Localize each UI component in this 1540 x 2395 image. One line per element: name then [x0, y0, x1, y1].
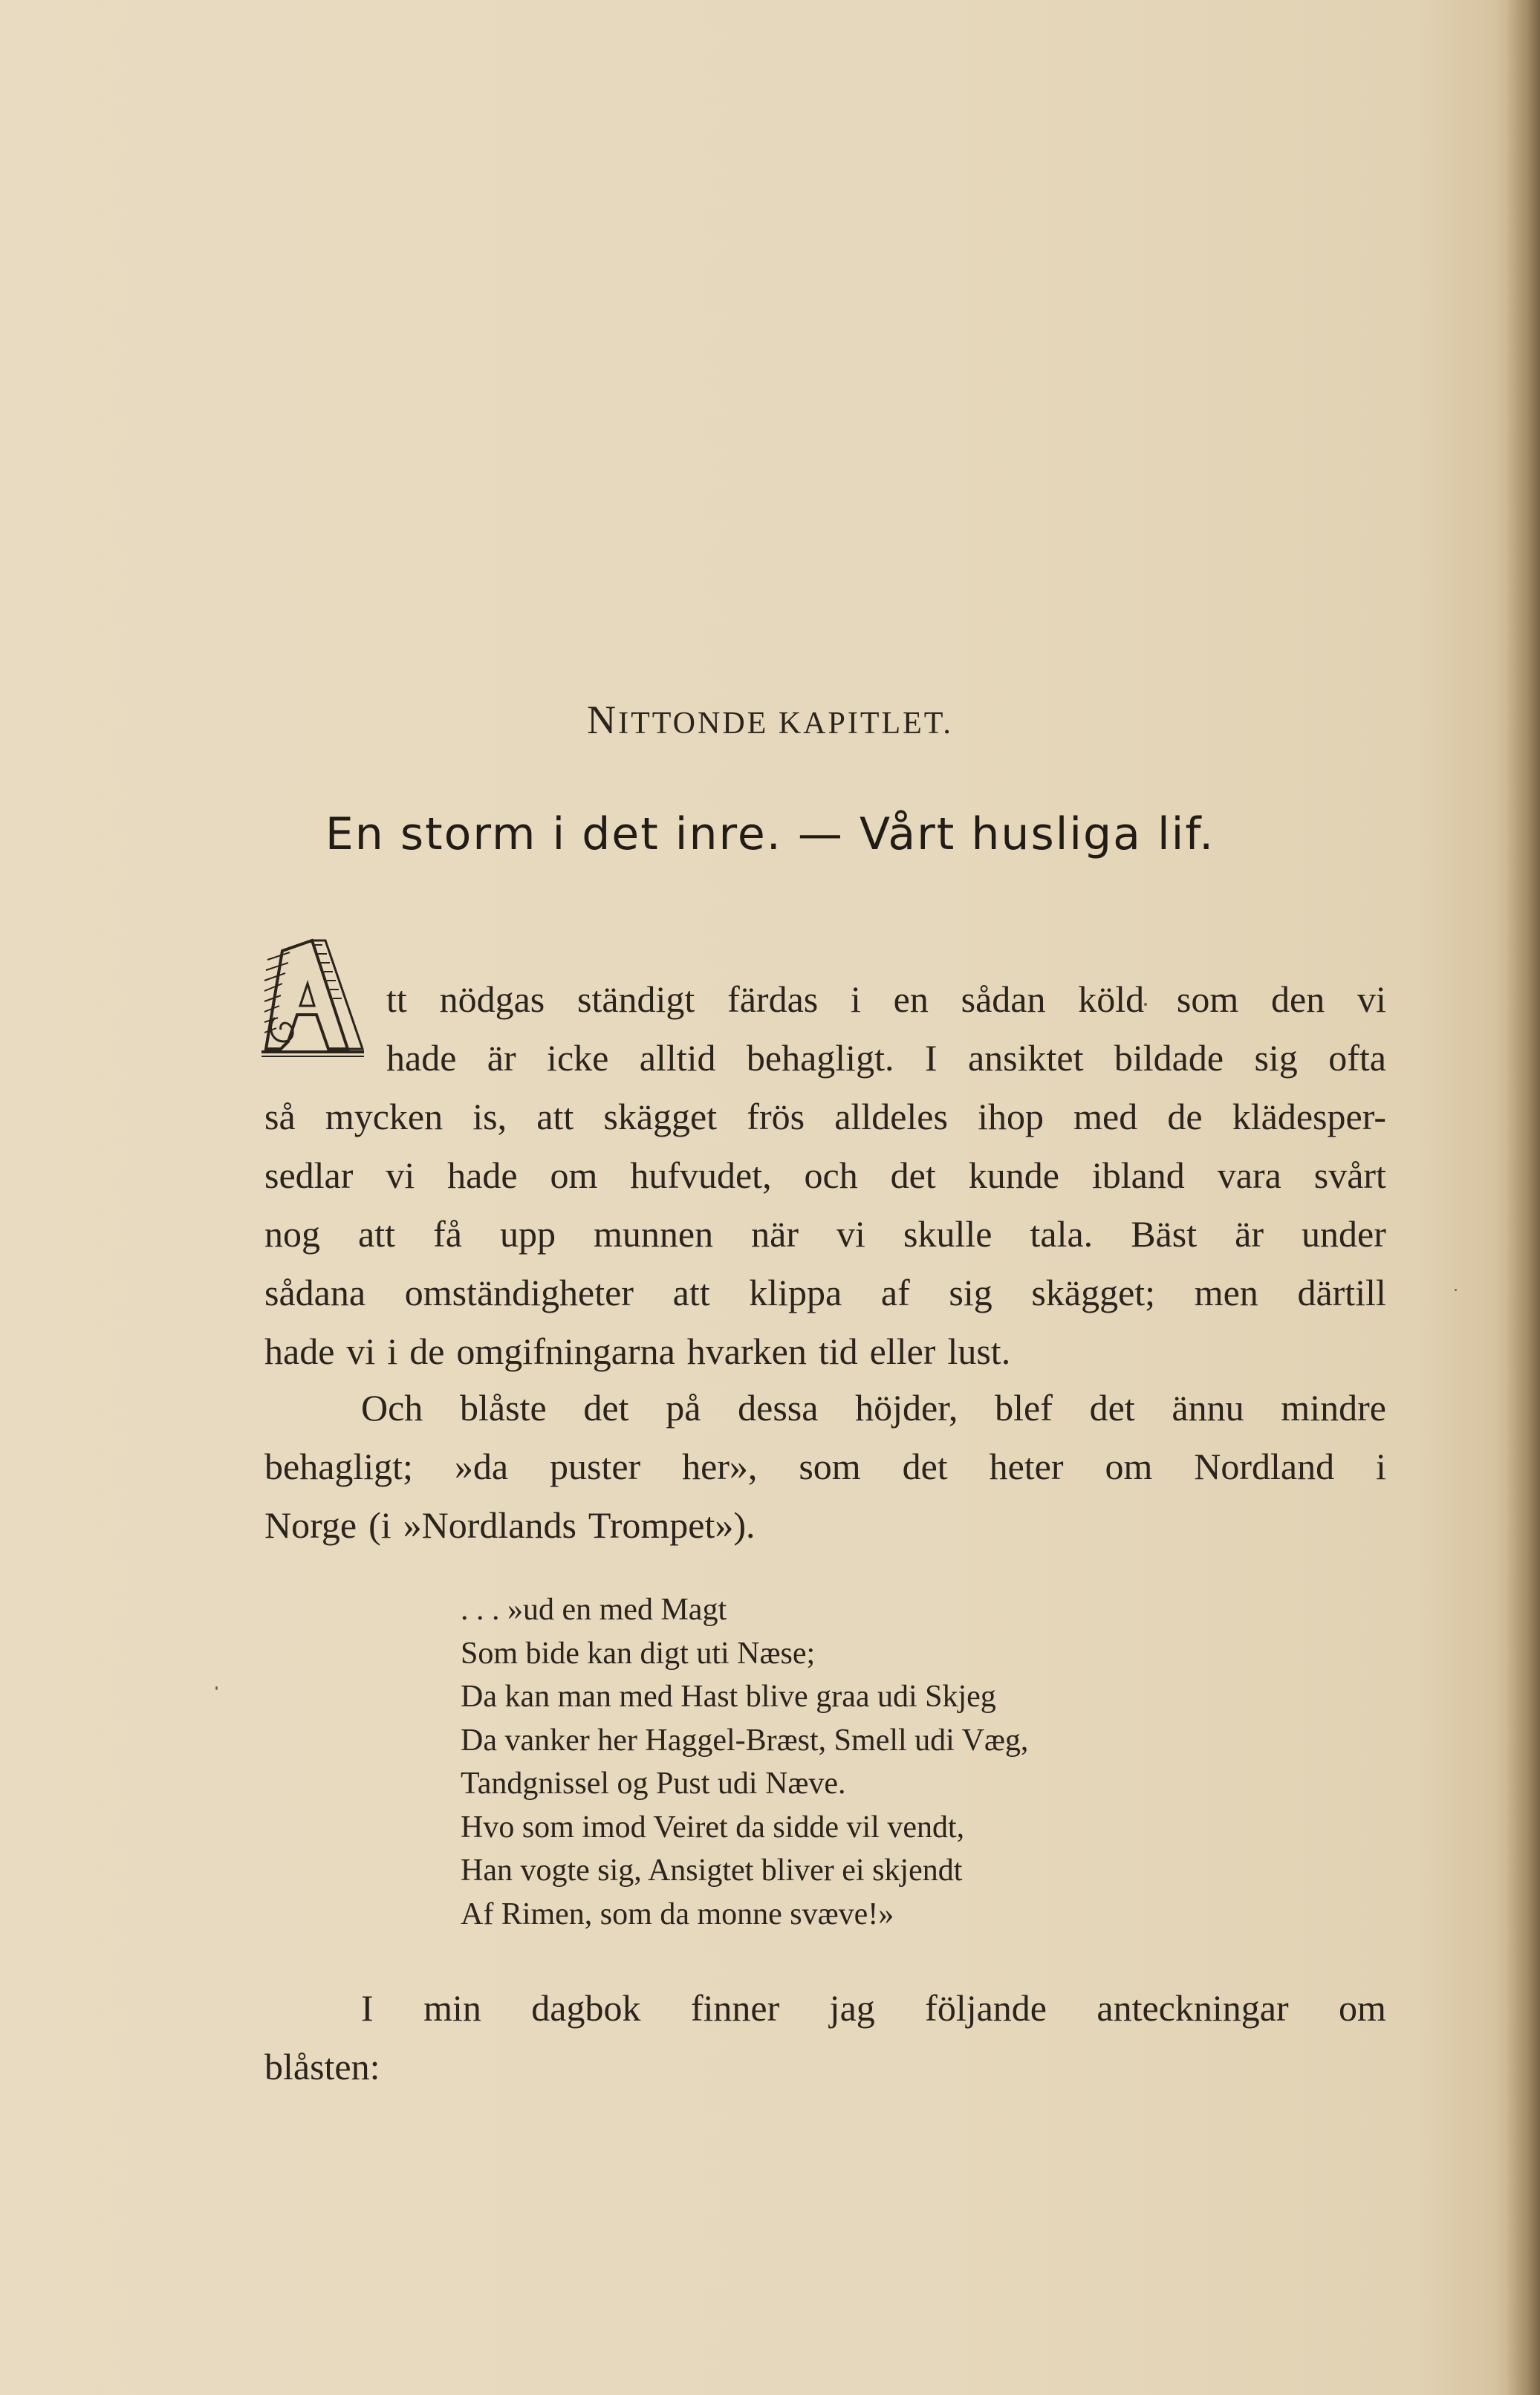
word: jag: [829, 1987, 875, 2029]
word: den: [1271, 978, 1325, 1020]
word: her»,: [682, 1446, 758, 1487]
word: mindre: [1281, 1387, 1386, 1429]
word: (i: [368, 1504, 392, 1546]
word: med: [1073, 1096, 1138, 1137]
word: färdas: [727, 978, 819, 1020]
text-line: [264, 1437, 1386, 1496]
word: att: [536, 1096, 574, 1137]
word: som: [799, 1446, 861, 1487]
text-line: [264, 1322, 1386, 1381]
word: köld: [1078, 978, 1145, 1020]
text-line: [264, 1088, 1386, 1146]
word: om: [1105, 1446, 1153, 1487]
word: munnen: [594, 1213, 714, 1255]
word: skägget;: [1031, 1272, 1156, 1313]
word: ännu: [1172, 1387, 1244, 1429]
chapter-title: En storm i det inre. — Vårt husliga lif.: [325, 808, 1215, 860]
word: det: [890, 1154, 936, 1196]
paper-speck: [1144, 1003, 1147, 1006]
word: icke: [547, 1037, 609, 1079]
word: omgifningarna: [456, 1330, 675, 1372]
word: i: [387, 1330, 398, 1372]
word: dessa: [738, 1387, 819, 1429]
word: anteckningar: [1096, 1987, 1289, 2029]
poem-line: Han vogte sig, Ansigtet bliver ei skjendt: [461, 1853, 963, 1888]
word: de: [409, 1330, 445, 1372]
word: under: [1302, 1213, 1386, 1255]
word: tala.: [1030, 1213, 1094, 1255]
word: det: [583, 1387, 629, 1429]
word: sådana: [264, 1272, 366, 1313]
word: om: [550, 1154, 598, 1196]
word: frös: [747, 1096, 805, 1137]
word: vi: [386, 1154, 415, 1196]
page-edge-shadow: [1506, 0, 1540, 2395]
word: svårt: [1313, 1154, 1386, 1196]
word: vi: [836, 1213, 865, 1255]
text-line: [264, 1379, 1386, 1437]
word: omständigheter: [404, 1272, 634, 1313]
word: ihop: [978, 1096, 1044, 1137]
text-line: [264, 1146, 1386, 1205]
word: skulle: [903, 1213, 992, 1255]
word: behagligt;: [264, 1446, 413, 1487]
word: ständigt: [576, 978, 695, 1020]
word: skägget: [603, 1096, 718, 1137]
word: puster: [549, 1446, 641, 1487]
word: men: [1194, 1272, 1258, 1313]
word: hvarken: [686, 1330, 807, 1372]
text-line: [264, 2038, 1386, 2096]
word: min: [423, 1987, 481, 2029]
word: nödgas: [439, 978, 545, 1020]
word: lust.: [947, 1330, 1011, 1372]
dropcap-letter: A: [260, 937, 261, 938]
text-line: [264, 1264, 1386, 1322]
poem-line: . . . »ud en med Magt: [461, 1593, 727, 1627]
word: sådan: [961, 978, 1046, 1020]
word: om: [1339, 1987, 1386, 2029]
paper-speck: [215, 1686, 218, 1690]
word: vi: [346, 1330, 376, 1372]
word: därtill: [1297, 1272, 1386, 1313]
word: »Nordlands: [403, 1504, 576, 1546]
word: blåsten:: [264, 2046, 380, 2087]
word: upp: [499, 1213, 556, 1255]
text-line: [386, 970, 1386, 1029]
word: blef: [995, 1387, 1053, 1429]
poem-line: Hvo som imod Veiret da sidde vil vendt,: [461, 1810, 965, 1845]
text-line: [264, 1979, 1386, 2038]
word: höjder,: [855, 1387, 958, 1429]
word: behagligt.: [746, 1037, 894, 1079]
word: hade: [447, 1154, 518, 1196]
word: när: [751, 1213, 799, 1255]
word: så: [264, 1096, 296, 1137]
word: hade: [386, 1037, 457, 1079]
word: »da: [454, 1446, 509, 1487]
word: ofta: [1328, 1037, 1386, 1079]
word: sig: [949, 1272, 992, 1313]
paragraph-3: [264, 1979, 1386, 2096]
word: i: [1376, 1446, 1386, 1487]
word: sedlar: [264, 1154, 354, 1196]
word: en: [893, 978, 929, 1020]
word: sig: [1254, 1037, 1298, 1079]
paragraph-1: [264, 970, 1386, 1381]
word: vara: [1217, 1154, 1281, 1196]
word: alltid: [639, 1037, 716, 1079]
word: är: [487, 1037, 516, 1079]
poem-line: Da vanker her Haggel-Bræst, Smell udi Væg,: [461, 1723, 1029, 1758]
chapter-heading: NITTONDE KAPITLET.: [587, 698, 953, 742]
word: följande: [925, 1987, 1047, 2029]
paragraph-2: [264, 1379, 1386, 1555]
word: att: [672, 1272, 710, 1313]
word: kunde: [968, 1154, 1059, 1196]
word: Bäst: [1131, 1213, 1198, 1255]
word: hufvudet,: [630, 1154, 772, 1196]
word: is,: [472, 1096, 507, 1137]
word: nog: [264, 1213, 320, 1255]
word: bildade: [1114, 1037, 1224, 1079]
word: eller: [869, 1330, 936, 1372]
word: hade: [264, 1330, 335, 1372]
word: dagbok: [531, 1987, 641, 2029]
poem-line: Som bide kan digt uti Næse;: [461, 1636, 816, 1671]
text-line: [264, 1205, 1386, 1264]
quoted-poem: [461, 1588, 1028, 1936]
word: mycken: [325, 1096, 444, 1137]
word: heter: [989, 1446, 1064, 1487]
word: i: [851, 978, 861, 1020]
word: Norge: [264, 1504, 357, 1546]
word: som: [1176, 978, 1239, 1020]
word: Nordland: [1194, 1446, 1335, 1487]
word: ansiktet: [967, 1037, 1084, 1079]
word: vi: [1357, 978, 1386, 1020]
poem-line: Tandgnissel og Pust udi Næve.: [461, 1767, 846, 1801]
paper-speck: [1455, 1289, 1457, 1291]
poem-line: Af Rimen, som da monne svæve!»: [461, 1897, 894, 1931]
word: är: [1235, 1213, 1264, 1255]
text-line: [264, 1496, 1386, 1555]
word: klippa: [749, 1272, 842, 1313]
word: alldeles: [834, 1096, 948, 1137]
word: I: [924, 1037, 938, 1079]
word: på: [666, 1387, 701, 1429]
word: tt: [386, 978, 407, 1020]
word: blåste: [460, 1387, 547, 1429]
word: I: [361, 1987, 374, 2029]
word: finner: [690, 1987, 780, 2029]
word: klädesper-: [1232, 1096, 1386, 1137]
word: få: [433, 1213, 462, 1255]
word: det: [902, 1446, 948, 1487]
word: att: [358, 1213, 396, 1255]
word: det: [1089, 1387, 1135, 1429]
word: Trompet»).: [588, 1504, 756, 1546]
poem-line: Da kan man med Hast blive graa udi Skjeg: [461, 1680, 996, 1714]
word: ibland: [1091, 1154, 1185, 1196]
word: af: [880, 1272, 910, 1313]
word: tid: [818, 1330, 858, 1372]
text-line: [386, 1029, 1386, 1088]
word: de: [1167, 1096, 1203, 1137]
word: Och: [361, 1387, 423, 1429]
word: och: [804, 1154, 858, 1196]
